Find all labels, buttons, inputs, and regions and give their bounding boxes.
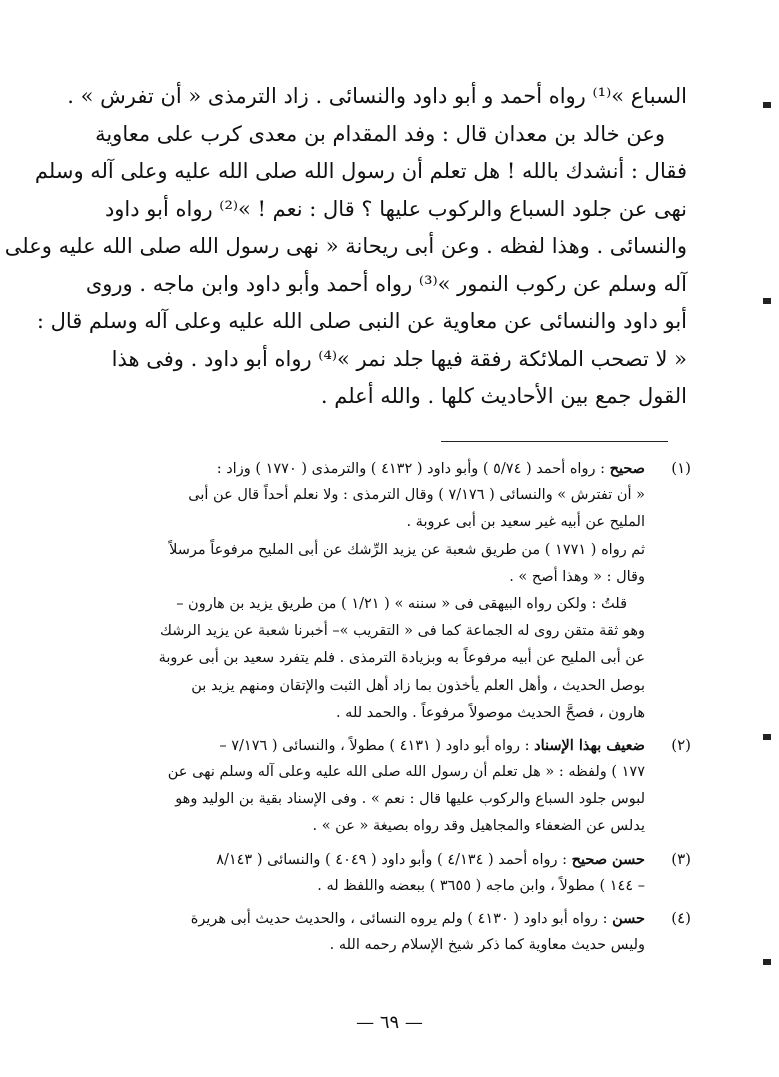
footnote-1 — [91, 455, 691, 727]
binding-mark — [763, 959, 771, 965]
main-text-line: القول جمع بين الأحاديث كلها . والله أعلم . — [320, 384, 687, 408]
main-text-line: « لا تصحب الملائكة رفقة فيها جلد نمر »⁽⁴⁾ رواه أبو داود . وفى هذا — [111, 346, 687, 371]
footnote-number: (٤) — [671, 909, 691, 927]
main-text-line: آله وسلم عن ركوب النمور »⁽³⁾ رواه أحمد وأبو داود وابن ماجه . وروى — [85, 271, 687, 296]
footnote-divider — [441, 441, 668, 442]
footnote-line: : رواه أحمد ( ٥/٧٤ ) وأبو داود ( ٤١٣٢ ) والترمذى ( ١٧٧٠ ) وزاد : — [216, 461, 605, 477]
main-text-line: فقال : أنشدك بالله ! هل تعلم أن رسول الله صلى الله عليه وعلى آله وسلم — [34, 159, 687, 183]
main-text-line: السباع »⁽¹⁾ رواه أحمد و أبو داود والنسائى . زاد الترمذى « أن تفرش » . — [67, 84, 687, 108]
footnote-grade: حسن — [612, 910, 645, 927]
binding-mark — [763, 102, 771, 108]
binding-mark — [763, 298, 771, 304]
main-text-line: نهى عن جلود السباع والركوب عليها ؟ قال : نعم ! »⁽²⁾ رواه أبو داود — [104, 196, 687, 221]
footnote-line: : رواه أبو داود ( ٤١٣١ ) مطولاً ، والنسائى ( ٧/١٧٦ – — [219, 737, 530, 754]
main-text — [4, 78, 687, 416]
footnote-line: : رواه أحمد ( ٤/١٣٤ ) وأبو داود ( ٤٠٤٩ ) والنسائى ( ٨/١٤٣ — [216, 851, 567, 868]
footnote-line: وهو ثقة متقن روى له الجماعة كما فى « التقريب »– أخبرنا شعبة عن يزيد الرشك — [160, 623, 645, 640]
footnote-line: عن أبى المليح عن أبيه مرفوعاً به وبزيادة الترمذى . فلم يتفرد سعيد بن أبى عروبة — [158, 650, 645, 667]
footnote-4 — [91, 905, 691, 959]
footnote-grade: ضعيف بهذا الإسناد — [534, 736, 645, 754]
footnote-line: لبوس جلود السباع والركوب عليها قال : نعم » . وفى الإسناد بقية بن الوليد وهو — [175, 791, 645, 808]
footnote-line: ثم رواه ( ١٧٧١ ) من طريق شعبة عن يزيد الرِّشك عن أبى المليح مرفوعاً مرسلاً — [169, 541, 645, 558]
footnotes — [91, 455, 691, 964]
footnote-line: « أن تفترش » والنسائى ( ٧/١٧٦ ) وقال الترمذى : ولا نعلم أحداً قال عن أبى — [188, 487, 645, 504]
footnote-grade: حسن صحيح — [571, 850, 645, 868]
footnote-number: (١) — [671, 459, 691, 477]
footnote-line: ١٧٧ ) ولفظه : « هل تعلم أن رسول الله صلى الله عليه وعلى آله وسلم نهى عن — [167, 764, 645, 781]
main-text-line: وعن خالد بن معدان قال : وفد المقدام بن معدى كرب على معاوية — [95, 121, 665, 146]
footnote-line: وليس حديث معاوية كما ذكر شيخ الإسلام رحمه الله . — [329, 937, 645, 954]
footnote-line: المليح عن أبيه غير سعيد بن أبى عروبة . — [406, 514, 645, 531]
main-text-line: أبو داود والنسائى عن معاوية عن النبى صلى الله عليه وعلى آله وسلم قال : — [36, 309, 687, 333]
footnote-number: (٢) — [671, 735, 691, 754]
binding-mark — [763, 734, 771, 740]
page-number: — ٦٩ — — [356, 1012, 423, 1033]
footnote-line: بوصل الحديث ، وأهل العلم يأخذون بما زاد أهل الثبت والإتقان ومنهم يزيد بن — [191, 677, 645, 694]
footnote-grade: صحيح — [609, 460, 645, 477]
footnote-line: – ١٤٤ ) مطولاً ، وابن ماجه ( ٣٦٥٥ ) ببعضه واللفظ له . — [317, 877, 645, 894]
footnote-2 — [91, 732, 691, 841]
footnote-line: : رواه أبو داود ( ٤١٣٠ ) ولم يروه النسائى ، والحديث حديث أبى هريرة — [190, 911, 608, 927]
footnote-line: هارون ، فصحَّ الحديث موصولاً مرفوعاً . والحمد لله . — [335, 704, 645, 721]
footnote-number: (٣) — [671, 849, 691, 868]
footnote-3 — [91, 846, 691, 900]
footnote-line: وقال : « وهذا أصح » . — [509, 568, 645, 585]
main-text-line: والنسائى . وهذا لفظه . وعن أبى ريحانة « نهى رسول الله صلى الله عليه وعلى — [4, 234, 687, 258]
footnote-line: يدلس عن الضعفاء والمجاهيل وقد رواه بصيغة « عن » . — [312, 818, 645, 835]
footnote-line: قلتُ : ولكن رواه البيهقى فى « سننه » ( ١/٢١ ) من طريق يزيد بن هارون – — [176, 595, 627, 612]
